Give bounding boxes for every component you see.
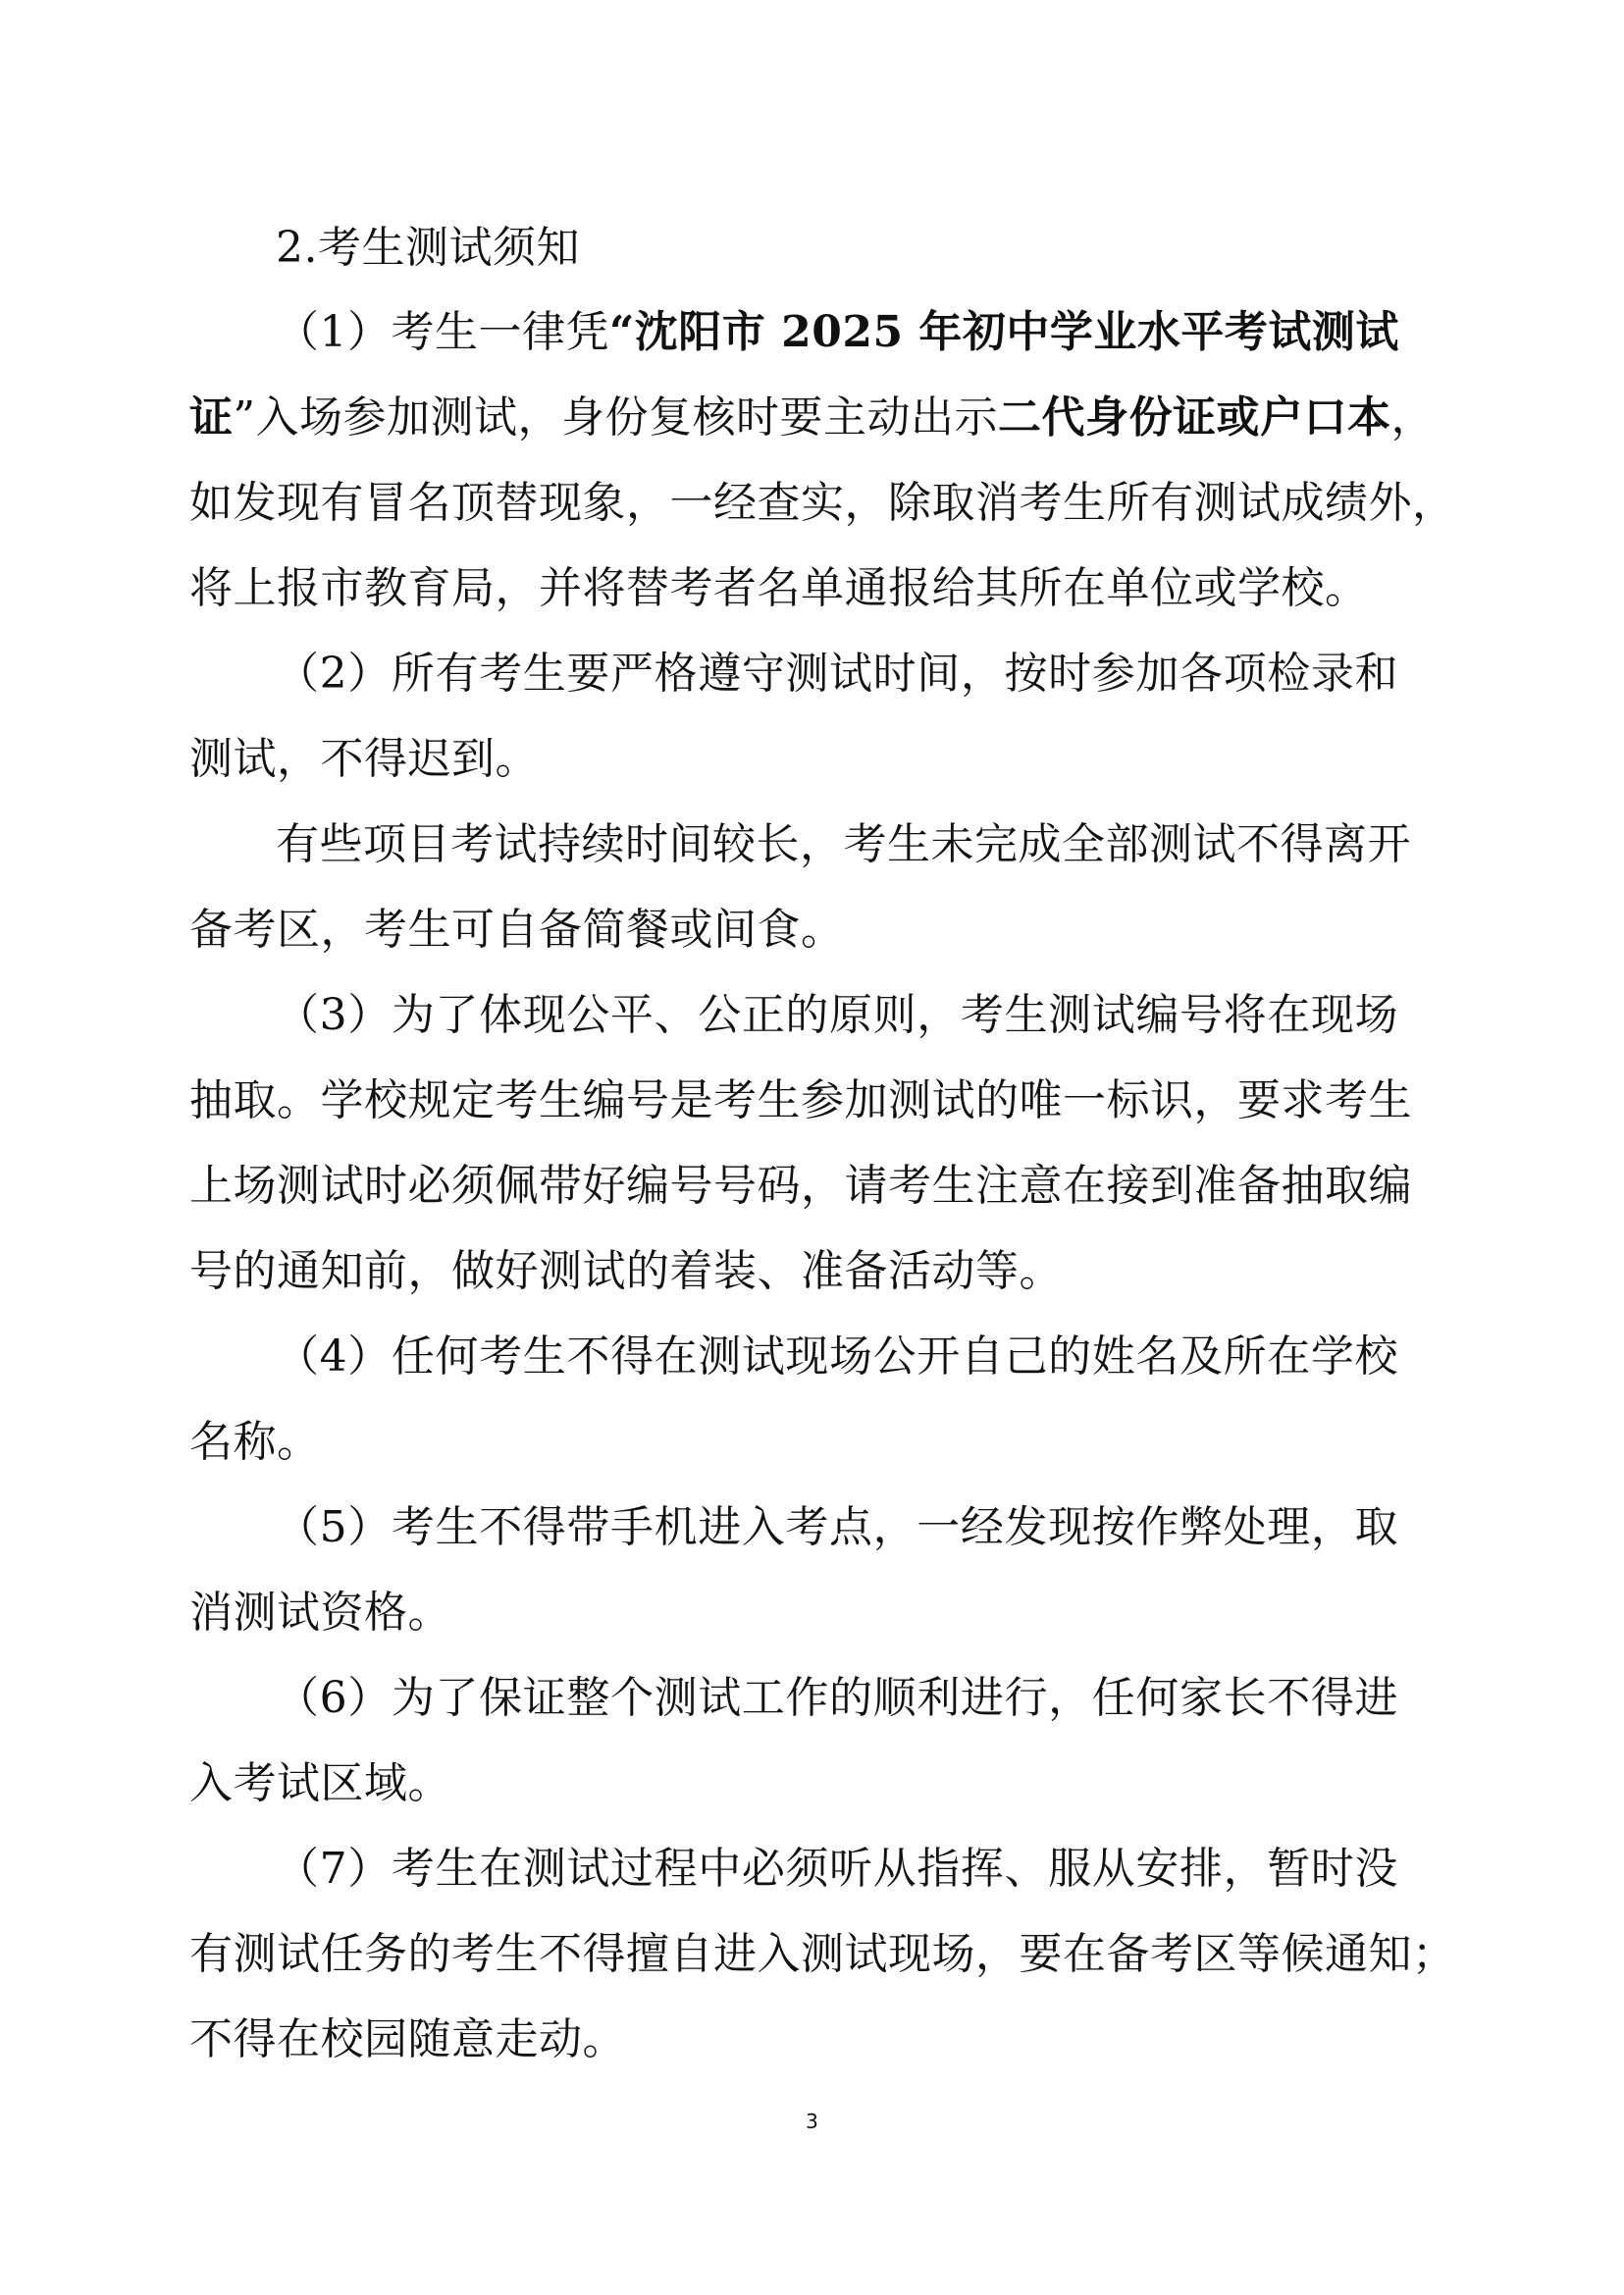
note-line2: 备考区，考生可自备简餐或间食。 (189, 905, 845, 955)
item7-line2: 有测试任务的考生不得擅自进入测试现场，要在备考区等候通知； (189, 1929, 1456, 1979)
note-line1: 有些项目考试持续时间较长，考生未完成全部测试不得离开 (276, 819, 1411, 869)
item4-line2: 名称。 (189, 1417, 321, 1467)
item1-line4: 将上报市教育局，并将替考者名单通报给其所在单位或学校。 (189, 563, 1369, 613)
item3-line2: 抽取。学校规定考生编号是考生参加测试的唯一标识，要求考生 (189, 1075, 1412, 1125)
item1-line1: （1）考生一律凭“沈阳市 2025 年初中学业水平考试测试 (276, 307, 1399, 357)
item2-line2: 测试，不得迟到。 (189, 734, 539, 784)
item6-line1: （6）为了保证整个测试工作的顺利进行，任何家长不得进 (276, 1673, 1398, 1723)
item7-line1: （7）考生在测试过程中必须听从指挥、服从安排，暂时没 (276, 1844, 1398, 1894)
item4-line1: （4）任何考生不得在测试现场公开自己的姓名及所在学校 (276, 1331, 1398, 1382)
item3-line1: （3）为了体现公平、公正的原则，考生测试编号将在现场 (276, 990, 1398, 1040)
item1-line3: 如发现有冒名顶替现象，一经查实，除取消考生所有测试成绩外， (189, 478, 1456, 528)
item7-line3: 不得在校园随意走动。 (189, 2014, 626, 2064)
item2-line1: （2）所有考生要严格遵守测试时间，按时参加各项检录和 (276, 649, 1398, 699)
item6-line2: 入考试区域。 (189, 1758, 451, 1808)
page-number: 3 (806, 2110, 818, 2133)
item3-line4: 号的通知前，做好测试的着装、准备活动等。 (189, 1246, 1063, 1296)
item1-line2: 证”入场参加测试，身份复核时要主动出示二代身份证或户口本， (189, 392, 1435, 443)
item3-line3: 上场测试时必须佩带好编号号码，请考生注意在接到准备抽取编 (189, 1161, 1412, 1211)
item5-line2: 消测试资格。 (189, 1588, 451, 1638)
section-heading: 2.考生测试须知 (276, 223, 580, 273)
item5-line1: （5）考生不得带手机进入考点，一经发现按作弊处理，取 (276, 1502, 1398, 1552)
